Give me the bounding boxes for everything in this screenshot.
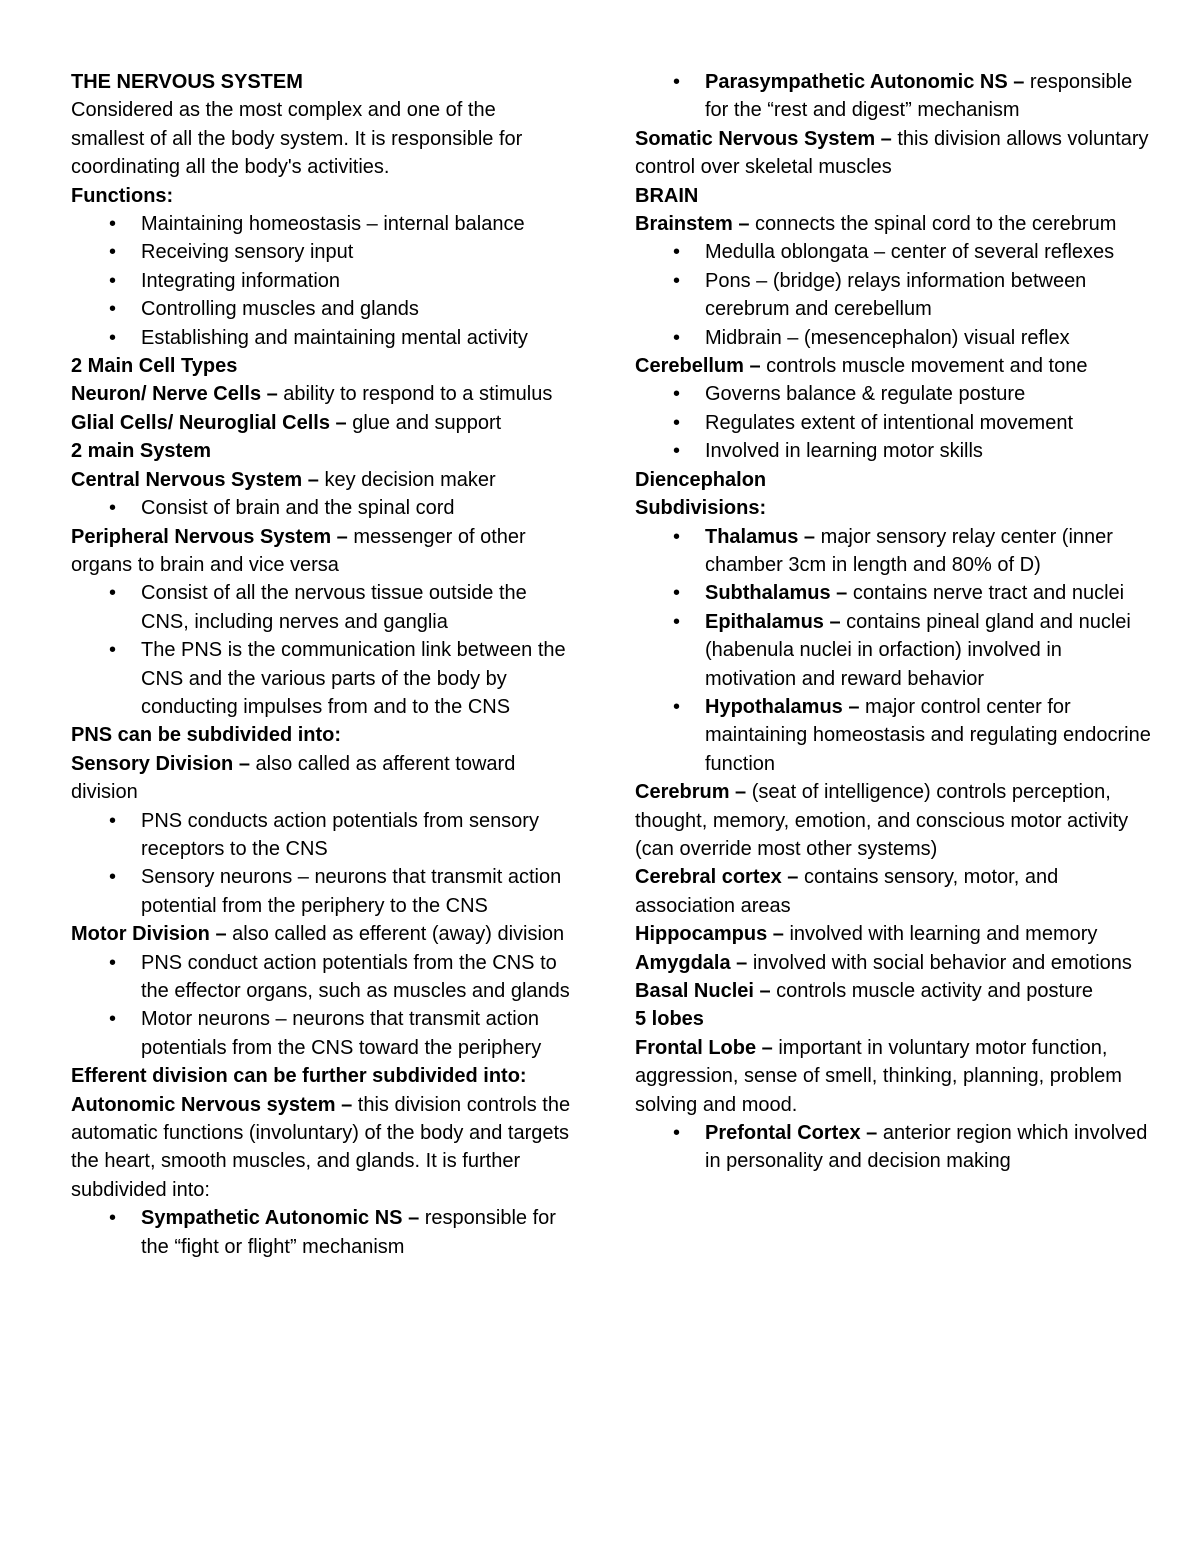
lobes-heading: 5 lobes	[635, 1008, 704, 1031]
basal-term: Basal Nuclei –	[635, 980, 771, 1002]
hypothalamus-term: Hypothalamus –	[705, 695, 860, 718]
hippocampus-term: Hippocampus –	[635, 923, 784, 946]
autonomic-term: Autonomic Nervous system –	[71, 1093, 353, 1116]
sympathetic-term: Sympathetic Autonomic NS –	[141, 1207, 420, 1230]
hippocampus-desc: involved with learning and memory	[783, 923, 1098, 946]
list-item: • PNS conducts action potentials from sensory receptors to the CNS	[71, 807, 571, 864]
frontal-list	[635, 1119, 1155, 1176]
list-item: • Establishing and maintaining mental activity	[71, 324, 571, 352]
list-item: • Midbrain – (mesencephalon) visual reflex	[635, 324, 1155, 352]
sympathetic-desc: responsible for the “fight or flight” mechanism	[141, 1207, 556, 1258]
epithalamus-term: Epithalamus –	[705, 610, 841, 633]
list-item: • Maintaining homeostasis – internal balance	[71, 210, 571, 238]
list-item: • Controlling muscles and glands	[71, 295, 571, 323]
system-heading: 2 main System	[71, 440, 212, 463]
autonomic-list	[71, 1204, 571, 1261]
list-item: • Consist of brain and the spinal cord	[71, 494, 571, 522]
somatic-term: Somatic Nervous System –	[635, 127, 892, 150]
list-item	[635, 523, 1155, 580]
list-item: • Receiving sensory input	[71, 238, 571, 266]
cns-definition	[71, 466, 571, 494]
pns-term: Peripheral Nervous System –	[71, 525, 348, 548]
efferent-heading: Efferent division can be further subdivided into:	[71, 1065, 527, 1088]
thalamus-term: Thalamus –	[705, 525, 816, 548]
functions-list	[71, 210, 571, 352]
frontal-definition	[635, 1034, 1155, 1119]
motor-desc: also called as efferent (away) division	[226, 923, 565, 946]
autonomic-desc: this division controls the automatic functions (involuntary) of the body and targets the heart, smooth muscles, and glands. It is further subdivided into:	[71, 1093, 571, 1201]
autonomic-definition	[71, 1091, 571, 1205]
pns-desc: messenger of other organs to brain and vice versa	[71, 525, 526, 576]
amygdala-term: Amygdala –	[635, 951, 748, 974]
list-item: • Governs balance & regulate posture	[635, 380, 1155, 408]
prefrontal-desc: anterior region which involved in personality and decision making	[705, 1122, 1148, 1173]
frontal-desc: important in voluntary motor function, aggression, sense of smell, thinking, planning, problem solving and mood.	[635, 1036, 1122, 1116]
cerebrum-term: Cerebrum –	[635, 781, 747, 804]
cortex-definition	[635, 863, 1155, 920]
cns-desc: key decision maker	[318, 468, 496, 491]
brainstem-list	[635, 238, 1155, 352]
brainstem-term: Brainstem –	[635, 213, 750, 236]
cerebrum-desc: (seat of intelligence) controls perception, thought, memory, emotion, and conscious motor activity (can override most other systems)	[635, 781, 1129, 860]
sensory-term: Sensory Division –	[71, 752, 250, 775]
list-item: • Involved in learning motor skills	[635, 437, 1155, 465]
parasympathetic-list	[635, 68, 1155, 125]
glial-term: Glial Cells/ Neuroglial Cells –	[71, 411, 347, 434]
neuron-definition	[71, 380, 571, 408]
cerebellum-list	[635, 380, 1155, 465]
cortex-term: Cerebral cortex –	[635, 866, 799, 889]
cns-term: Central Nervous System –	[71, 468, 319, 491]
list-item: • The PNS is the communication link between the CNS and the various parts of the body by conducting impulses from and to the CNS	[71, 636, 571, 721]
parasympathetic-desc: responsible for the “rest and digest” mechanism	[705, 71, 1133, 122]
somatic-desc: this division allows voluntary control over skeletal muscles	[635, 127, 1149, 179]
sensory-list	[71, 807, 571, 921]
neuron-desc: ability to respond to a stimulus	[277, 383, 553, 406]
somatic-definition	[635, 125, 1155, 182]
list-item	[635, 579, 1155, 607]
left-column	[71, 68, 571, 1261]
diencephalon-list	[635, 523, 1155, 779]
sensory-desc: also called as afferent toward division	[71, 752, 516, 804]
intro-paragraph: Considered as the most complex and one of the smallest of all the body system. It is responsible for coordinating all the body's activities.	[71, 99, 523, 179]
frontal-term: Frontal Lobe –	[635, 1036, 773, 1059]
basal-desc: controls muscle activity and posture	[770, 980, 1093, 1002]
prefrontal-term: Prefontal Cortex –	[705, 1122, 878, 1145]
list-item	[635, 68, 1155, 125]
parasympathetic-term: Parasympathetic Autonomic NS –	[705, 71, 1025, 93]
basal-definition	[635, 977, 1155, 1005]
subdivisions-heading: Subdivisions:	[635, 497, 767, 520]
cell-types-heading: 2 Main Cell Types	[71, 355, 238, 378]
cerebellum-desc: controls muscle movement and tone	[760, 355, 1088, 378]
hippocampus-definition	[635, 920, 1155, 948]
list-item: • Motor neurons – neurons that transmit action potentials from the CNS toward the periphery	[71, 1005, 571, 1062]
list-item	[635, 693, 1155, 778]
cerebrum-definition	[635, 778, 1155, 863]
list-item	[635, 1119, 1155, 1176]
list-item	[71, 1204, 571, 1261]
motor-term: Motor Division –	[71, 923, 227, 946]
amygdala-definition	[635, 949, 1155, 977]
list-item: • Medulla oblongata – center of several reflexes	[635, 238, 1155, 266]
list-item	[635, 608, 1155, 693]
list-item: • Integrating information	[71, 267, 571, 295]
cerebellum-term: Cerebellum –	[635, 355, 761, 378]
epithalamus-desc: contains pineal gland and nuclei (habenula nuclei in orfaction) involved in motivation and reward behavior	[705, 610, 1131, 690]
motor-list	[71, 949, 571, 1063]
list-item: • Regulates extent of intentional movement	[635, 409, 1155, 437]
pns-definition	[71, 523, 571, 580]
neuron-term: Neuron/ Nerve Cells –	[71, 383, 278, 406]
pns-sub-heading: PNS can be subdivided into:	[71, 724, 342, 747]
brainstem-desc: connects the spinal cord to the cerebrum	[749, 213, 1117, 236]
sensory-definition	[71, 750, 571, 807]
right-column	[635, 68, 1155, 1176]
diencephalon-heading: Diencephalon	[635, 468, 767, 491]
amygdala-desc: involved with social behavior and emotions	[747, 951, 1132, 974]
glial-definition	[71, 409, 571, 437]
glial-desc: glue and support	[346, 411, 502, 434]
cortex-desc: contains sensory, motor, and association areas	[635, 866, 1059, 917]
document-title: THE NERVOUS SYSTEM	[71, 71, 303, 93]
subthalamus-term: Subthalamus –	[705, 582, 848, 605]
pns-list	[71, 579, 571, 721]
list-item: • Consist of all the nervous tissue outside the CNS, including nerves and ganglia	[71, 579, 571, 636]
motor-definition	[71, 920, 571, 948]
brainstem-definition	[635, 210, 1155, 238]
list-item: • Pons – (bridge) relays information between cerebrum and cerebellum	[635, 267, 1155, 324]
thalamus-desc: major sensory relay center (inner chamber 3cm in length and 80% of D)	[705, 525, 1113, 576]
hypothalamus-desc: major control center for maintaining homeostasis and regulating endocrine function	[705, 695, 1151, 775]
list-item: • Sensory neurons – neurons that transmit action potential from the periphery to the CNS	[71, 863, 571, 920]
functions-heading: Functions:	[71, 184, 174, 207]
subthalamus-desc: contains nerve tract and nuclei	[847, 582, 1125, 605]
cns-list	[71, 494, 571, 522]
cerebellum-definition	[635, 352, 1155, 380]
brain-heading: BRAIN	[635, 184, 699, 207]
list-item: • PNS conduct action potentials from the CNS to the effector organs, such as muscles and glands	[71, 949, 571, 1006]
